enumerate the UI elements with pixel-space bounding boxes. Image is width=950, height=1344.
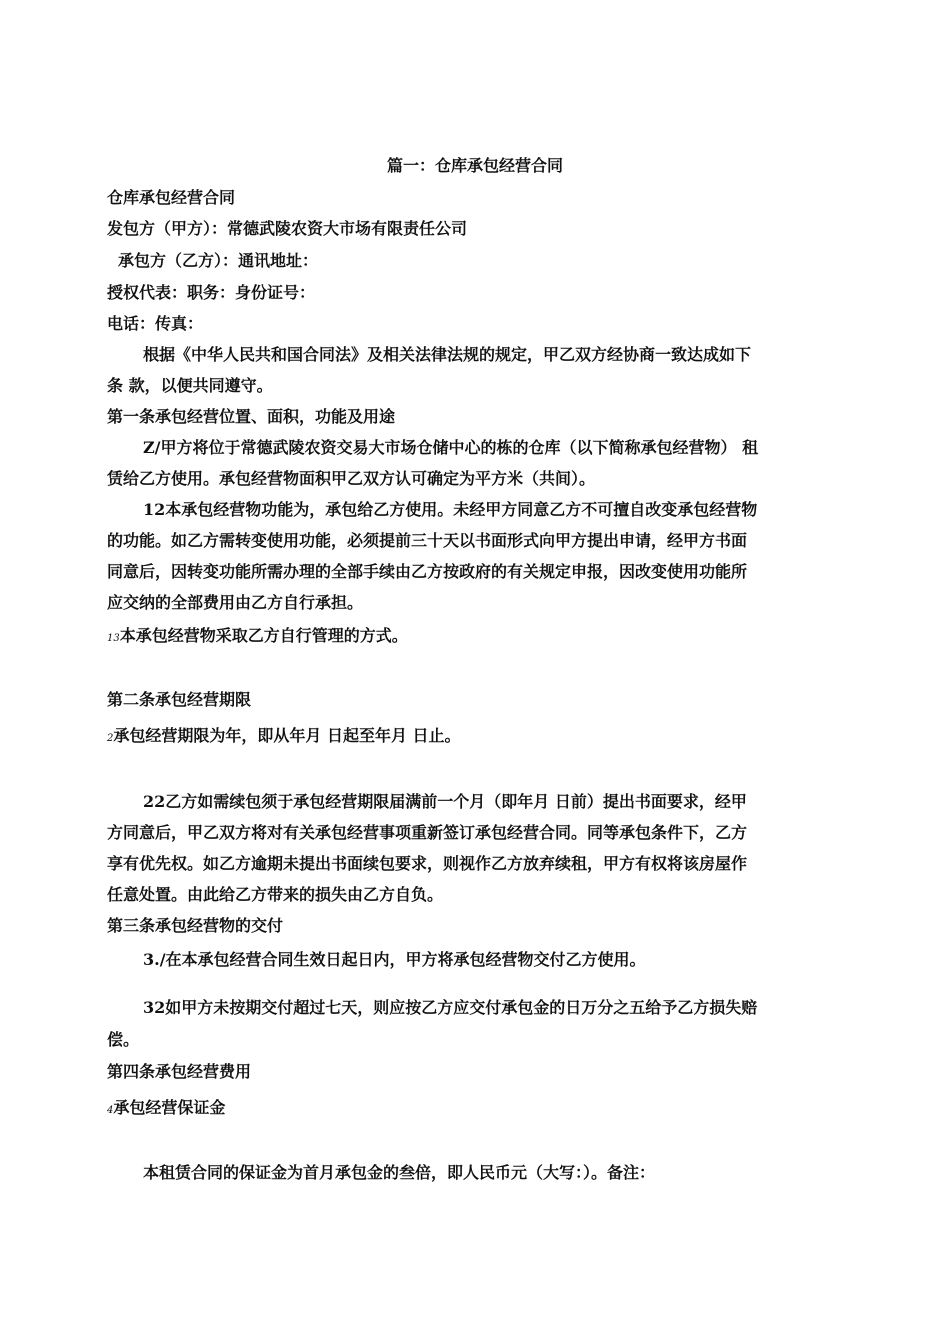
clause-number: 13 — [107, 633, 120, 644]
preamble-line-1: 根据《中华人民共和国合同法》及相关法律法规的规定，甲乙双方经协商一致达成如下 — [143, 345, 752, 364]
article-4-heading: 第四条承包经营费用 — [107, 1062, 252, 1081]
document-title: 篇一：仓库承包经营合同 — [386, 156, 563, 175]
preamble-line-2: 条 款，以便共同遵守。 — [107, 376, 273, 395]
article-1-clause-2-line-1: 12本承包经营物功能为，承包给乙方使用。未经甲方同意乙方不可擅自改变承包经营物 — [143, 500, 758, 519]
article-1-clause-2-line-4: 应交纳的全部费用由乙方自行承担。 — [107, 593, 364, 612]
article-2-clause-2-line-2: 方同意后，甲乙双方将对有关承包经营事项重新签订承包经营合同。同等承包条件下，乙方 — [107, 823, 748, 842]
clause-text: 承包经营期限为年，即从年月 日起至年月 日止。 — [113, 726, 461, 745]
contract-name: 仓库承包经营合同 — [107, 188, 236, 207]
phone-fax-line: 电话：传真： — [107, 314, 204, 333]
article-3-clause-1: 3./在本承包经营合同生效日起日内，甲方将承包经营物交付乙方使用。 — [143, 950, 646, 969]
article-2-heading: 第二条承包经营期限 — [107, 690, 252, 709]
party-b-line: 承包方（乙方）：通讯地址： — [118, 251, 319, 270]
article-1-clause-3 — [107, 626, 408, 649]
article-4-clause-1 — [107, 1098, 225, 1121]
article-3-clause-2-line-2: 偿。 — [107, 1030, 140, 1049]
article-3-heading: 第三条承包经营物的交付 — [107, 916, 284, 935]
clause-number: 2 — [107, 733, 114, 744]
clause-number: 4 — [107, 1105, 114, 1116]
article-2-clause-2-line-4: 任意处置。由此给乙方带来的损失由乙方自负。 — [107, 885, 444, 904]
article-2-clause-1 — [107, 726, 461, 749]
article-1-clause-1-line-2: 赁给乙方使用。承包经营物面积甲乙双方认可确定为平方米（共间）。 — [107, 469, 596, 488]
article-2-clause-2-line-1: 22乙方如需续包须于承包经营期限届满前一个月（即年月 日前）提出书面要求，经甲 — [143, 792, 747, 811]
article-2-clause-2-line-3: 享有优先权。如乙方逾期未提出书面续包要求，则视作乙方放弃续租，甲方有权将该房屋作 — [107, 854, 748, 873]
clause-text: 本承包经营物采取乙方自行管理的方式。 — [119, 626, 408, 645]
article-1-clause-2-line-2: 的功能。如乙方需转变使用功能，必须提前三十天以书面形式向甲方提出申请，经甲方书面 — [107, 531, 748, 550]
article-3-clause-2-line-1: 32如甲方未按期交付超过七天，则应按乙方应交付承包金的日万分之五给予乙方损失赔 — [143, 998, 758, 1017]
party-a-line: 发包方（甲方）：常德武陵农资大市场有限责任公司 — [107, 219, 468, 238]
article-1-heading: 第一条承包经营位置、面积，功能及用途 — [107, 407, 396, 426]
article-1-clause-2-line-3: 同意后，因转变功能所需办理的全部手续由乙方按政府的有关规定申报，因改变使用功能所 — [107, 562, 748, 581]
representative-line: 授权代表：职务：身份证号： — [107, 283, 316, 302]
article-1-clause-1-line-1: Z/甲方将位于常德武陵农资交易大市场仓储中心的栋的仓库（以下简称承包经营物） 租 — [143, 438, 759, 457]
deposit-paragraph: 本租赁合同的保证金为首月承包金的叁倍，即人民币元（大写：）。备注： — [143, 1163, 656, 1182]
clause-text: 承包经营保证金 — [113, 1098, 226, 1117]
